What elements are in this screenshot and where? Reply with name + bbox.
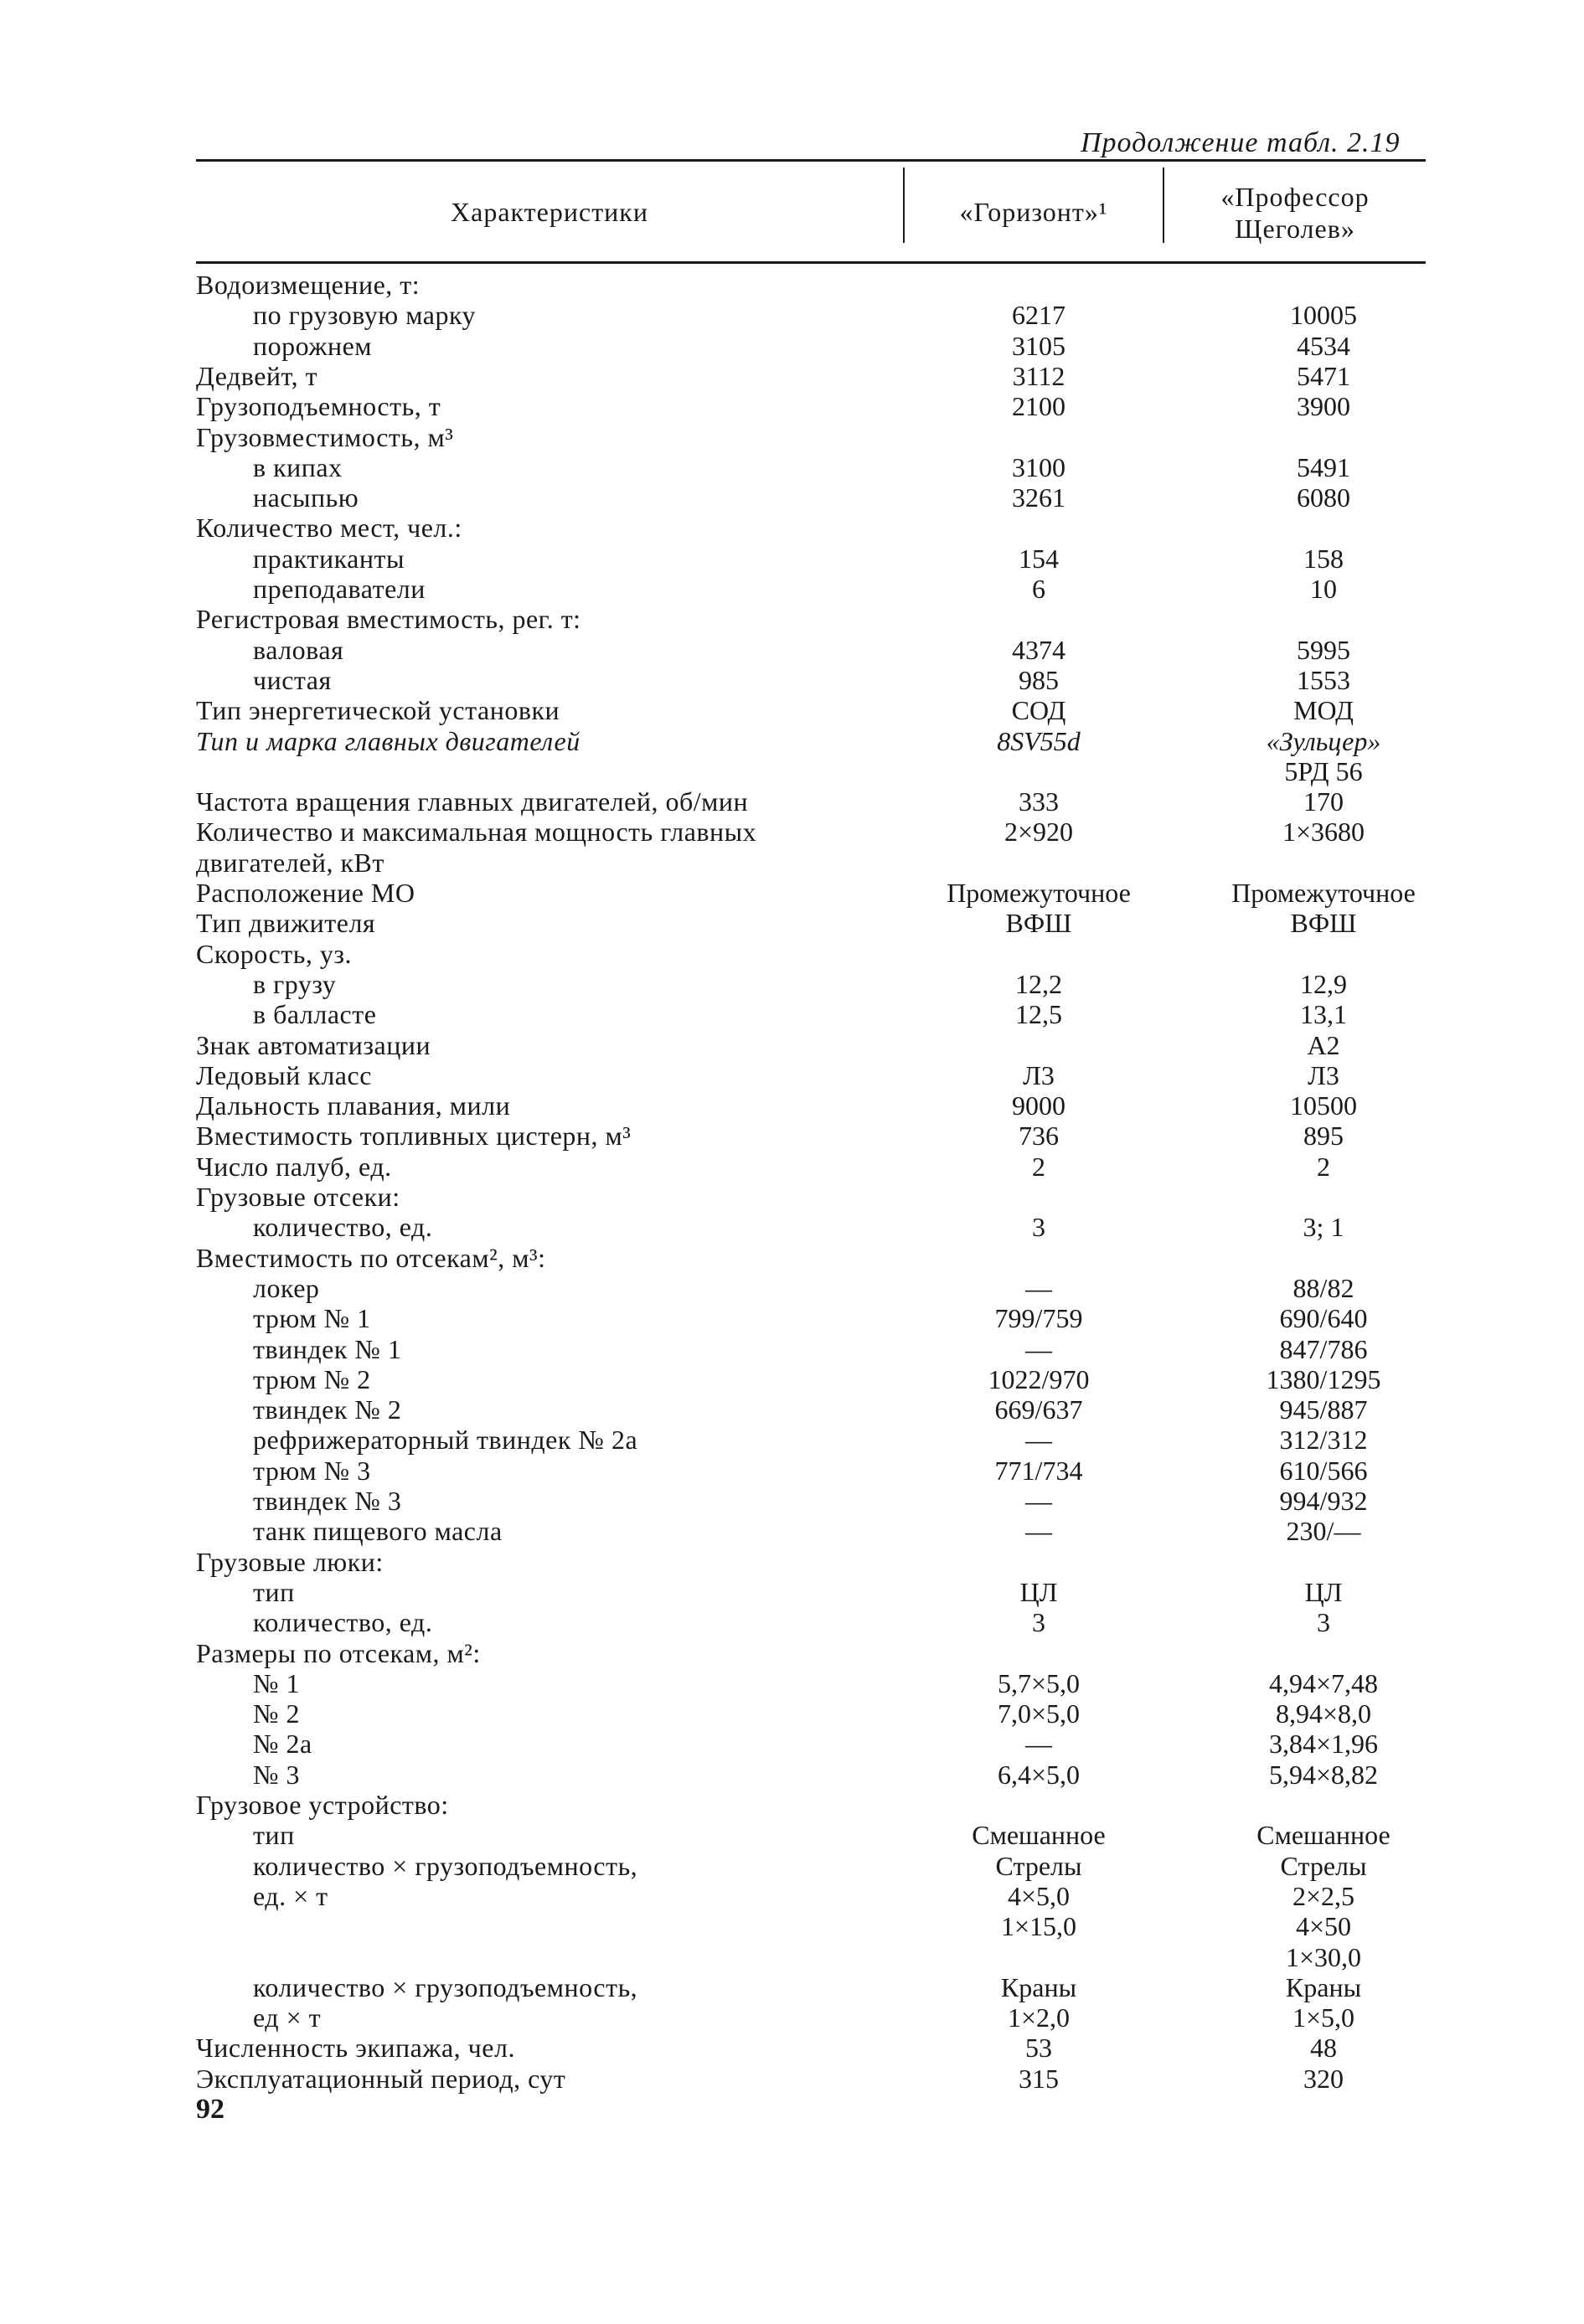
row-label: Вместимость по отсекам², м³:: [196, 1242, 546, 1273]
row-label: твиндек № 1: [253, 1333, 402, 1364]
row-label: в кипах: [253, 451, 343, 482]
row-label: Грузовые люки:: [196, 1546, 384, 1577]
table-row: [0, 1668, 1584, 1702]
value-gorizont: 1022/970: [988, 1363, 1090, 1394]
value-professor-shchegolev: 170: [1303, 786, 1344, 817]
value-professor-shchegolev: 945/887: [1279, 1394, 1368, 1425]
value-gorizont: Смешанное: [972, 1820, 1106, 1851]
table-row: [0, 391, 1584, 425]
row-label: Тип энергетической установки: [196, 695, 560, 726]
value-professor-shchegolev: 10: [1310, 574, 1337, 604]
table-row: [0, 1090, 1584, 1124]
table-row: [0, 908, 1584, 941]
row-label: № 2: [253, 1698, 301, 1729]
table-row: [0, 1303, 1584, 1337]
table-row: [0, 361, 1584, 394]
table-row: [0, 452, 1584, 486]
row-label: трюм № 3: [253, 1455, 371, 1486]
row-label: Тип и марка главных двигателей: [196, 725, 580, 756]
table-row: [0, 665, 1584, 698]
table-row: [0, 1790, 1584, 1823]
row-label: № 3: [253, 1759, 301, 1790]
row-label: танк пищевого масла: [253, 1516, 503, 1547]
value-gorizont: 315: [1019, 2063, 1059, 2094]
value-gorizont: 2×920: [1004, 817, 1074, 848]
value-gorizont: 3112: [1012, 360, 1065, 391]
row-label: двигателей, кВт: [196, 847, 384, 878]
value-gorizont: 1×2,0: [1007, 2002, 1071, 2033]
table-row: [0, 2002, 1584, 2036]
table-row: [0, 848, 1584, 881]
value-professor-shchegolev: 10500: [1290, 1090, 1357, 1121]
row-label: № 1: [253, 1667, 301, 1698]
value-gorizont: 2100: [1012, 391, 1065, 422]
row-label: порожнем: [253, 330, 373, 361]
value-gorizont: ВФШ: [1005, 908, 1072, 939]
value-gorizont: 7,0×5,0: [997, 1698, 1081, 1729]
table-row: [0, 1182, 1584, 1215]
table-row: [0, 1851, 1584, 1884]
value-gorizont: —: [1025, 1486, 1052, 1516]
value-gorizont: 1×15,0: [1000, 1911, 1077, 1942]
table-row: [0, 1547, 1584, 1580]
row-label: количество × грузоподъемность,: [253, 1850, 638, 1881]
row-label: ед. × т: [253, 1880, 328, 1911]
row-label: трюм № 2: [253, 1363, 371, 1394]
table-row: [0, 1638, 1584, 1672]
table-row: [0, 1456, 1584, 1489]
value-gorizont: 12,5: [1015, 999, 1062, 1030]
table-row: [0, 1273, 1584, 1306]
table-row: [0, 1820, 1584, 1853]
table-row: [0, 726, 1584, 760]
value-professor-shchegolev: 312/312: [1279, 1425, 1368, 1456]
value-gorizont: 799/759: [994, 1303, 1083, 1334]
value-professor-shchegolev: 1×5,0: [1292, 2002, 1355, 2033]
value-professor-shchegolev: 5491: [1297, 451, 1350, 482]
table-row: [0, 1942, 1584, 1976]
value-gorizont: —: [1025, 1516, 1052, 1547]
table-row: [0, 1698, 1584, 1732]
table-row: [0, 1881, 1584, 1914]
value-professor-shchegolev: 12,9: [1300, 968, 1347, 999]
value-professor-shchegolev: 10005: [1290, 300, 1357, 331]
value-professor-shchegolev: 3: [1317, 1607, 1330, 1638]
header-professor-line1: «Профессор: [1220, 182, 1370, 212]
row-label: Размеры по отсекам, м²:: [196, 1637, 481, 1668]
table-row: [0, 1729, 1584, 1762]
table-row: [0, 1152, 1584, 1185]
table-row: [0, 1212, 1584, 1245]
value-professor-shchegolev: «Зульцер»: [1266, 725, 1381, 756]
value-professor-shchegolev: 4534: [1297, 330, 1350, 361]
table-row: [0, 817, 1584, 850]
value-professor-shchegolev: 1553: [1297, 664, 1350, 695]
row-label: № 2а: [253, 1729, 312, 1760]
table-row: [0, 1760, 1584, 1793]
row-label: трюм № 1: [253, 1303, 371, 1334]
value-gorizont: 771/734: [994, 1455, 1083, 1486]
row-label: Дедвейт, т: [196, 360, 318, 391]
table-row: [0, 482, 1584, 516]
row-label: в балласте: [253, 999, 377, 1030]
table-row: [0, 574, 1584, 607]
value-professor-shchegolev: 5995: [1297, 634, 1350, 665]
value-professor-shchegolev: 230/—: [1286, 1516, 1361, 1547]
value-gorizont: ЦЛ: [1019, 1576, 1058, 1607]
value-gorizont: 333: [1019, 786, 1059, 817]
row-label: насыпью: [253, 482, 359, 513]
value-professor-shchegolev: 1×3680: [1282, 817, 1365, 848]
table-row: [0, 270, 1584, 303]
value-professor-shchegolev: 3; 1: [1303, 1212, 1344, 1243]
table-row: [0, 544, 1584, 577]
value-gorizont: 3100: [1012, 451, 1065, 482]
value-gorizont: 3261: [1012, 482, 1065, 513]
table-row: [0, 300, 1584, 333]
row-label: преподаватели: [253, 574, 426, 604]
value-professor-shchegolev: Краны: [1285, 1971, 1362, 2002]
value-professor-shchegolev: 8,94×8,0: [1275, 1698, 1372, 1729]
value-professor-shchegolev: 610/566: [1279, 1455, 1368, 1486]
value-gorizont: 736: [1019, 1121, 1059, 1152]
value-professor-shchegolev: 847/786: [1279, 1333, 1368, 1364]
value-gorizont: 6,4×5,0: [997, 1759, 1081, 1790]
row-label: Численность экипажа, чел.: [196, 2033, 515, 2064]
value-gorizont: 669/637: [994, 1394, 1083, 1425]
table-row: [0, 878, 1584, 911]
value-gorizont: 4374: [1012, 634, 1065, 665]
value-gorizont: СОД: [1011, 695, 1066, 726]
row-label: количество × грузоподъемность,: [253, 1971, 638, 2002]
value-professor-shchegolev: ВФШ: [1290, 908, 1357, 939]
row-label: Водоизмещение, т:: [196, 270, 421, 300]
table-row: [0, 1607, 1584, 1641]
value-gorizont: —: [1025, 1333, 1052, 1364]
row-label: тип: [253, 1576, 295, 1607]
table-row: [0, 2064, 1584, 2097]
value-gorizont: 6: [1032, 574, 1045, 604]
row-label: Число палуб, ед.: [196, 1151, 392, 1182]
table-row: [0, 1577, 1584, 1610]
value-professor-shchegolev: 5471: [1297, 360, 1350, 391]
row-label: чистая: [253, 664, 332, 695]
page-number: 92: [196, 2094, 224, 2125]
value-professor-shchegolev: 3,84×1,96: [1268, 1729, 1379, 1760]
header-professor-line2: Щеголев»: [1235, 214, 1355, 244]
value-gorizont: Стрелы: [995, 1850, 1082, 1881]
table-row: [0, 1972, 1584, 2006]
value-professor-shchegolev: 690/640: [1279, 1303, 1368, 1334]
value-professor-shchegolev: 1×30,0: [1285, 1941, 1362, 1972]
value-gorizont: 4×5,0: [1007, 1880, 1071, 1911]
row-label: твиндек № 3: [253, 1486, 402, 1516]
table-caption: Продолжение табл. 2.19: [1081, 127, 1401, 158]
header-characteristics: Характеристики: [451, 197, 648, 227]
value-professor-shchegolev: 3900: [1297, 391, 1350, 422]
value-gorizont: 53: [1025, 2033, 1052, 2064]
value-professor-shchegolev: МОД: [1293, 695, 1354, 726]
value-gorizont: —: [1025, 1729, 1052, 1760]
row-label: рефрижераторный твиндек № 2а: [253, 1425, 638, 1456]
value-gorizont: 12,2: [1015, 968, 1062, 999]
row-label: Количество и максимальная мощность главных: [196, 817, 757, 848]
table-row: [0, 1030, 1584, 1064]
row-label: локер: [253, 1272, 320, 1303]
row-label: Регистровая вместимость, рег. т:: [196, 604, 581, 635]
value-gorizont: Промежуточное: [947, 878, 1131, 908]
table-row: [0, 1060, 1584, 1094]
row-label: твиндек № 2: [253, 1394, 402, 1425]
table-row: [0, 1121, 1584, 1154]
value-professor-shchegolev: Промежуточное: [1231, 878, 1416, 908]
table-row: [0, 635, 1584, 668]
value-professor-shchegolev: 320: [1303, 2063, 1344, 2094]
row-label: Скорость, уз.: [196, 938, 352, 969]
row-label: Вместимость топливных цистерн, м³: [196, 1121, 632, 1152]
value-professor-shchegolev: 2×2,5: [1292, 1880, 1355, 1911]
row-label: практиканты: [253, 543, 405, 574]
table-row: [0, 939, 1584, 972]
value-professor-shchegolev: А2: [1307, 1029, 1340, 1060]
row-label: Частота вращения главных двигателей, об/мин: [196, 786, 749, 817]
row-label: Количество мест, чел.:: [196, 513, 462, 544]
value-gorizont: 3: [1032, 1212, 1045, 1243]
table-row: [0, 331, 1584, 364]
row-label: Грузовместимость, м³: [196, 421, 454, 452]
row-label: Дальность плавания, мили: [196, 1090, 511, 1121]
value-professor-shchegolev: 88/82: [1292, 1272, 1354, 1303]
value-gorizont: 154: [1019, 543, 1059, 574]
row-label: в грузу: [253, 968, 337, 999]
row-label: Эксплуатационный период, сут: [196, 2063, 566, 2094]
row-label: тип: [253, 1820, 295, 1851]
table-row: [0, 2033, 1584, 2066]
value-professor-shchegolev: 4×50: [1295, 1911, 1352, 1942]
table-row: [0, 513, 1584, 546]
table-row: [0, 1425, 1584, 1458]
row-label: ед × т: [253, 2002, 322, 2033]
value-professor-shchegolev: 6080: [1297, 482, 1350, 513]
value-professor-shchegolev: 48: [1310, 2033, 1337, 2064]
row-label: Грузоподъемность, т: [196, 391, 441, 422]
value-gorizont: 6217: [1012, 300, 1065, 331]
row-label: Грузовые отсеки:: [196, 1182, 400, 1212]
value-professor-shchegolev: Смешанное: [1256, 1820, 1391, 1851]
value-professor-shchegolev: 895: [1303, 1121, 1344, 1152]
row-label: количество, ед.: [253, 1212, 433, 1243]
row-label: Тип движителя: [196, 908, 376, 939]
value-professor-shchegolev: 5,94×8,82: [1268, 1759, 1379, 1790]
value-gorizont: 8SV55d: [997, 725, 1081, 756]
table-row: [0, 786, 1584, 820]
table-row: [0, 1394, 1584, 1428]
row-label: Ледовый класс: [196, 1059, 372, 1090]
table-row: [0, 1334, 1584, 1368]
table-row: [0, 1364, 1584, 1398]
value-professor-shchegolev: 13,1: [1300, 999, 1347, 1030]
value-gorizont: —: [1025, 1272, 1052, 1303]
table-row: [0, 999, 1584, 1033]
row-label: количество, ед.: [253, 1607, 433, 1638]
value-professor-shchegolev: 5РД 56: [1284, 755, 1363, 786]
value-gorizont: 985: [1019, 664, 1059, 695]
table-row: [0, 604, 1584, 637]
value-gorizont: 9000: [1012, 1090, 1065, 1121]
table-row: [0, 422, 1584, 456]
value-professor-shchegolev: 1380/1295: [1266, 1363, 1381, 1394]
value-professor-shchegolev: 158: [1303, 543, 1344, 574]
table-row: [0, 1486, 1584, 1519]
row-label: по грузовую марку: [253, 300, 477, 331]
value-gorizont: 3105: [1012, 330, 1065, 361]
value-gorizont: Л3: [1023, 1059, 1055, 1090]
table-row: [0, 695, 1584, 729]
value-gorizont: Краны: [1000, 1971, 1077, 2002]
value-gorizont: 3: [1032, 1607, 1045, 1638]
value-professor-shchegolev: ЦЛ: [1304, 1576, 1343, 1607]
table-row: [0, 1911, 1584, 1945]
row-label: валовая: [253, 634, 344, 665]
value-professor-shchegolev: 2: [1317, 1151, 1330, 1182]
table-row: [0, 756, 1584, 790]
value-gorizont: 5,7×5,0: [997, 1667, 1081, 1698]
table-row: [0, 1516, 1584, 1549]
value-gorizont: 2: [1032, 1151, 1045, 1182]
value-professor-shchegolev: Л3: [1308, 1059, 1339, 1090]
value-professor-shchegolev: 994/932: [1279, 1486, 1368, 1516]
row-label: Расположение МО: [196, 878, 415, 908]
row-label: Грузовое устройство:: [196, 1790, 449, 1820]
value-professor-shchegolev: 4,94×7,48: [1268, 1667, 1379, 1698]
table-row: [0, 969, 1584, 1002]
table-row: [0, 1243, 1584, 1276]
row-label: Знак автоматизации: [196, 1029, 431, 1060]
value-gorizont: —: [1025, 1425, 1052, 1456]
value-professor-shchegolev: Стрелы: [1280, 1850, 1367, 1881]
header-gorizont: «Горизонт»¹: [959, 197, 1108, 227]
